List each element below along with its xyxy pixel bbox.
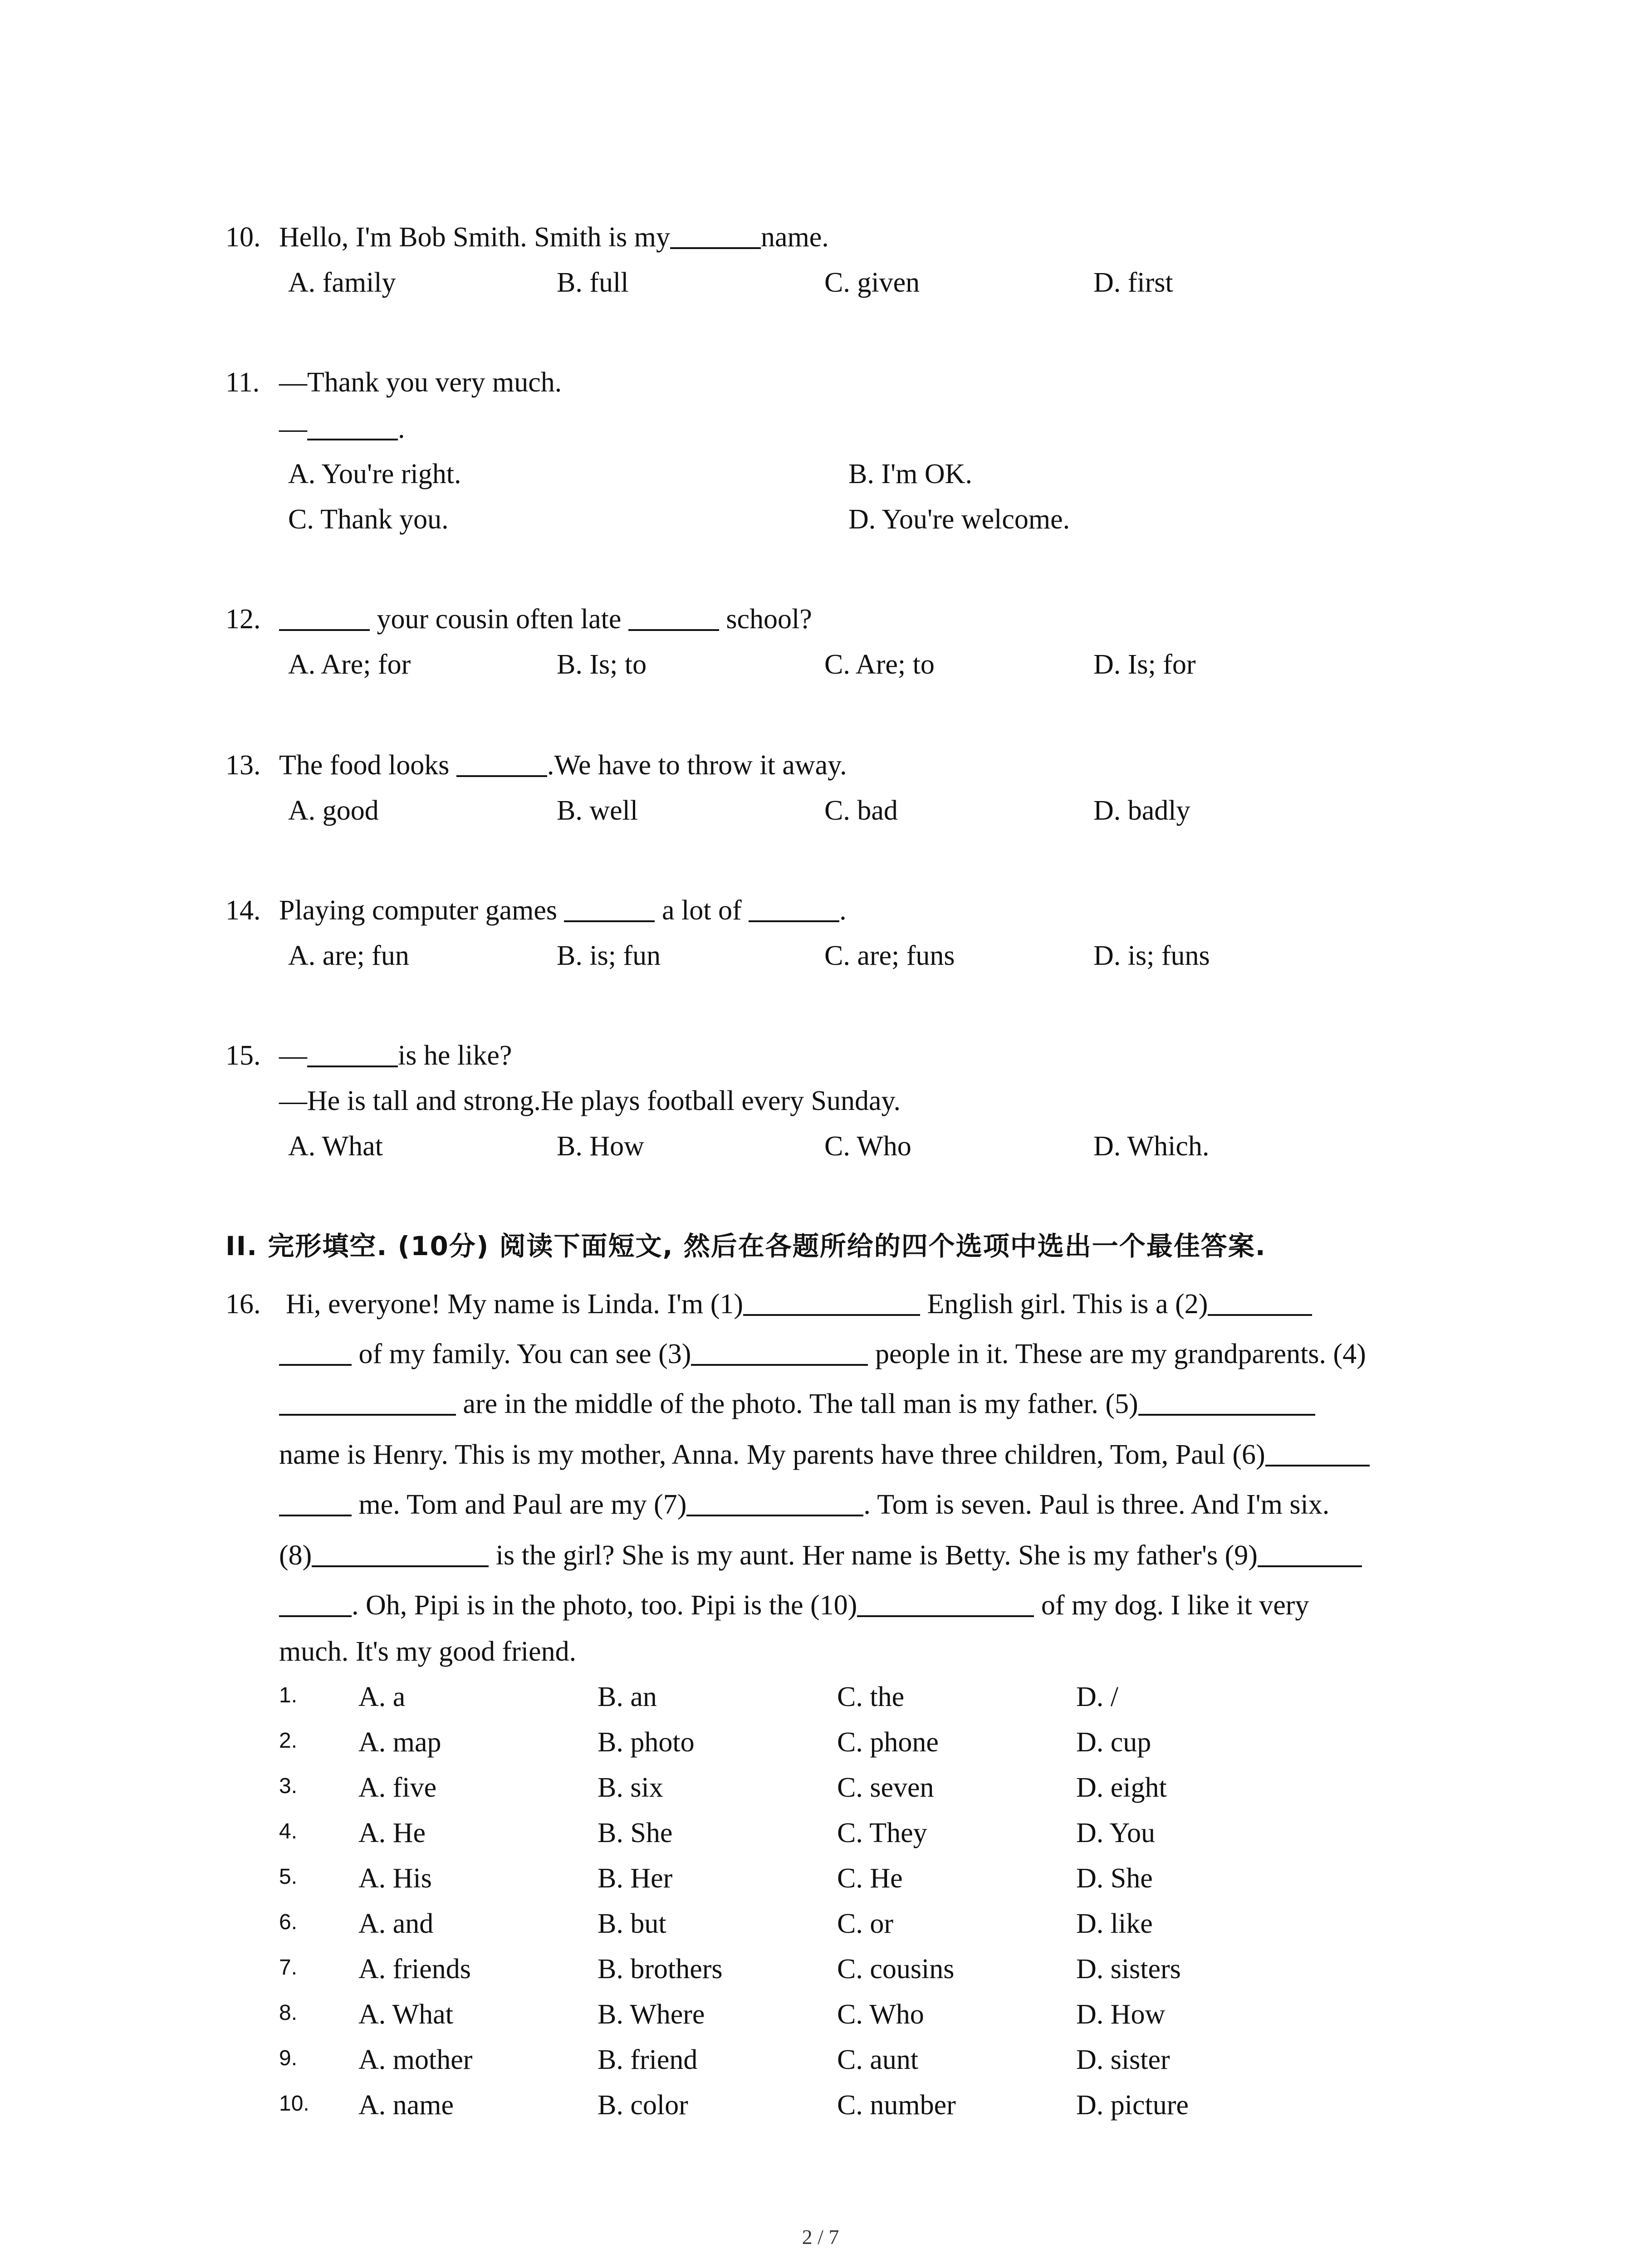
option-b: B. is; fun (557, 940, 661, 971)
answer-blank (1258, 1542, 1362, 1567)
answer-blank (1208, 1290, 1312, 1316)
choice-number: 9. (279, 2046, 298, 2070)
answer-blank (686, 1491, 863, 1516)
stem-text: name. (761, 222, 829, 253)
question-stem (279, 894, 847, 927)
option-c: C. They (837, 1818, 927, 1848)
option-d: D. badly (1093, 795, 1190, 826)
option-d: D. / (1076, 1681, 1118, 1712)
answer-blank (279, 1390, 456, 1416)
option-d: D. sister (1076, 2044, 1170, 2075)
option-a: A. a (358, 1681, 406, 1712)
option-a: A. friends (358, 1954, 471, 1984)
option-b: B. color (598, 2090, 688, 2121)
answer-blank (1138, 1390, 1315, 1416)
answer-blank (279, 1592, 352, 1617)
answer-blank (857, 1592, 1034, 1617)
passage-text: are in the middle of the photo. The tall man is my father. (5) (456, 1388, 1138, 1419)
option-b: B. an (598, 1681, 657, 1712)
answer-blank (670, 224, 761, 249)
option-b: B. brothers (598, 1954, 723, 1984)
option-a: A. and (358, 1908, 434, 1939)
option-b: B. Where (598, 1999, 705, 2030)
stem-text: . (839, 895, 847, 926)
passage-text: people in it. These are my grandparents. (4) (868, 1339, 1366, 1369)
stem-text: a lot of (655, 895, 749, 926)
option-d: D. cup (1076, 1727, 1151, 1758)
question-number: 15. (225, 1040, 261, 1071)
choice-number: 7. (279, 1955, 298, 1980)
passage-text: of my family. You can see (3) (352, 1339, 691, 1369)
section-heading: II. 完形填空. (10分) 阅读下面短文, 然后在各题所给的四个选项中选出一个最佳答案. (225, 1231, 1266, 1261)
reply-line: —He is tall and strong.He plays football every Sunday. (279, 1085, 901, 1116)
answer-blank (628, 606, 719, 631)
option-c: C. cousins (837, 1954, 955, 1984)
question-stem (279, 603, 812, 635)
question-stem (279, 1040, 512, 1072)
stem-text: Playing computer games (279, 895, 564, 926)
option-a: A. He (358, 1818, 426, 1848)
question-stem: —Thank you very much. (279, 367, 562, 398)
reply-line (279, 413, 405, 445)
option-b: B. six (598, 1772, 663, 1803)
question-stem (279, 221, 829, 254)
option-d: D. like (1076, 1908, 1153, 1939)
choice-number: 6. (279, 1910, 298, 1934)
passage-text: of my dog. I like it very (1034, 1590, 1309, 1621)
stem-text: . (398, 413, 405, 444)
answer-blank (749, 897, 839, 922)
answer-blank (691, 1340, 868, 1366)
passage-text: me. Tom and Paul are my (7) (352, 1489, 687, 1520)
choice-number: 4. (279, 1819, 298, 1843)
passage-text: (8) (279, 1540, 312, 1571)
choice-number: 1. (279, 1683, 298, 1707)
option-a: A. name (358, 2090, 454, 2121)
option-d: D. picture (1076, 2090, 1189, 2121)
page-number: 2 / 7 (802, 2225, 839, 2248)
option-b: B. How (557, 1131, 644, 1162)
choice-number: 8. (279, 2001, 298, 2025)
option-d: D. How (1076, 1999, 1166, 2030)
passage-line (286, 1288, 1312, 1320)
option-c: C. number (837, 2090, 956, 2121)
option-d: D. You (1076, 1818, 1156, 1848)
question-number: 16. (225, 1289, 261, 1320)
passage-text: . Oh, Pipi is in the photo, too. Pipi is the (10) (352, 1590, 857, 1621)
option-a: A. What (288, 1131, 383, 1162)
option-d: D. sisters (1076, 1954, 1181, 1984)
option-b: B. well (557, 795, 638, 826)
answer-blank (307, 1042, 398, 1067)
passage-text: . Tom is seven. Paul is three. And I'm six. (863, 1489, 1330, 1520)
passage-line (279, 1338, 1366, 1370)
option-c: C. are; funs (824, 940, 955, 971)
option-d: D. She (1076, 1863, 1153, 1894)
option-b: B. Her (598, 1863, 673, 1894)
stem-text: — (279, 1040, 307, 1071)
stem-text: The food looks (279, 750, 456, 781)
option-b: B. Is; to (557, 649, 647, 680)
option-d: D. eight (1076, 1772, 1167, 1803)
passage-line (279, 1489, 1329, 1521)
answer-blank (312, 1542, 489, 1567)
option-a: A. good (288, 795, 379, 826)
option-a: A. What (358, 1999, 453, 2030)
option-d: D. is; funs (1093, 940, 1210, 971)
passage-line (279, 1439, 1370, 1471)
option-a: A. mother (358, 2044, 473, 2075)
option-c: C. Are; to (824, 649, 935, 680)
choice-number: 5. (279, 1865, 298, 1889)
answer-blank (1265, 1441, 1370, 1466)
passage-line (279, 1589, 1309, 1622)
option-d: D. Is; for (1093, 649, 1196, 680)
answer-blank (456, 752, 547, 777)
option-d: D. first (1093, 267, 1173, 298)
option-b: B. full (557, 267, 629, 298)
passage-text: is the girl? She is my aunt. Her name is Betty. She is my father's (9) (489, 1540, 1258, 1571)
question-stem (279, 749, 847, 782)
stem-text: school? (719, 604, 812, 635)
option-c: C. Thank you. (288, 504, 449, 535)
option-c: C. Who (824, 1131, 911, 1162)
answer-blank (743, 1290, 920, 1316)
option-b: B. friend (598, 2044, 698, 2075)
answer-blank (279, 606, 370, 631)
option-c: C. or (837, 1908, 893, 1939)
option-a: A. five (358, 1772, 437, 1803)
passage-line (279, 1540, 1362, 1572)
stem-text: — (279, 413, 307, 444)
option-a: A. Are; for (288, 649, 411, 680)
option-c: C. seven (837, 1772, 934, 1803)
option-b: B. I'm OK. (848, 459, 972, 489)
stem-text: your cousin often late (370, 604, 628, 635)
option-c: C. bad (824, 795, 898, 826)
choice-number: 10. (279, 2092, 309, 2116)
passage-line: much. It's my good friend. (279, 1636, 577, 1667)
option-c: C. phone (837, 1727, 939, 1758)
option-d: D. You're welcome. (848, 504, 1070, 535)
option-a: A. are; fun (288, 940, 409, 971)
option-c: C. aunt (837, 2044, 919, 2075)
option-b: B. photo (598, 1727, 695, 1758)
question-number: 12. (225, 604, 261, 635)
option-c: C. the (837, 1681, 905, 1712)
question-number: 13. (225, 750, 261, 781)
option-d: D. Which. (1093, 1131, 1210, 1162)
option-b: B. She (598, 1818, 673, 1848)
option-b: B. but (598, 1908, 666, 1939)
passage-text: name is Henry. This is my mother, Anna. My parents have three children, Tom, Paul (6) (279, 1439, 1265, 1470)
question-number: 11. (225, 367, 260, 398)
question-number: 14. (225, 895, 261, 926)
passage-text: English girl. This is a (2) (920, 1289, 1208, 1320)
option-a: A. family (288, 267, 396, 298)
stem-text: .We have to throw it away. (547, 750, 847, 781)
option-c: C. He (837, 1863, 903, 1894)
option-c: C. Who (837, 1999, 924, 2030)
option-a: A. You're right. (288, 459, 461, 489)
option-a: A. His (358, 1863, 432, 1894)
stem-text: Hello, I'm Bob Smith. Smith is my (279, 222, 671, 253)
answer-blank (279, 1340, 352, 1366)
option-a: A. map (358, 1727, 441, 1758)
question-number: 10. (225, 222, 261, 253)
passage-text: Hi, everyone! My name is Linda. I'm (1) (286, 1289, 744, 1320)
choice-number: 2. (279, 1729, 298, 1753)
choice-number: 3. (279, 1774, 298, 1798)
answer-blank (279, 1491, 352, 1516)
stem-text: is he like? (398, 1040, 512, 1071)
option-c: C. given (824, 267, 920, 298)
answer-blank (564, 897, 655, 922)
answer-blank (307, 415, 398, 440)
passage-line (279, 1388, 1315, 1420)
